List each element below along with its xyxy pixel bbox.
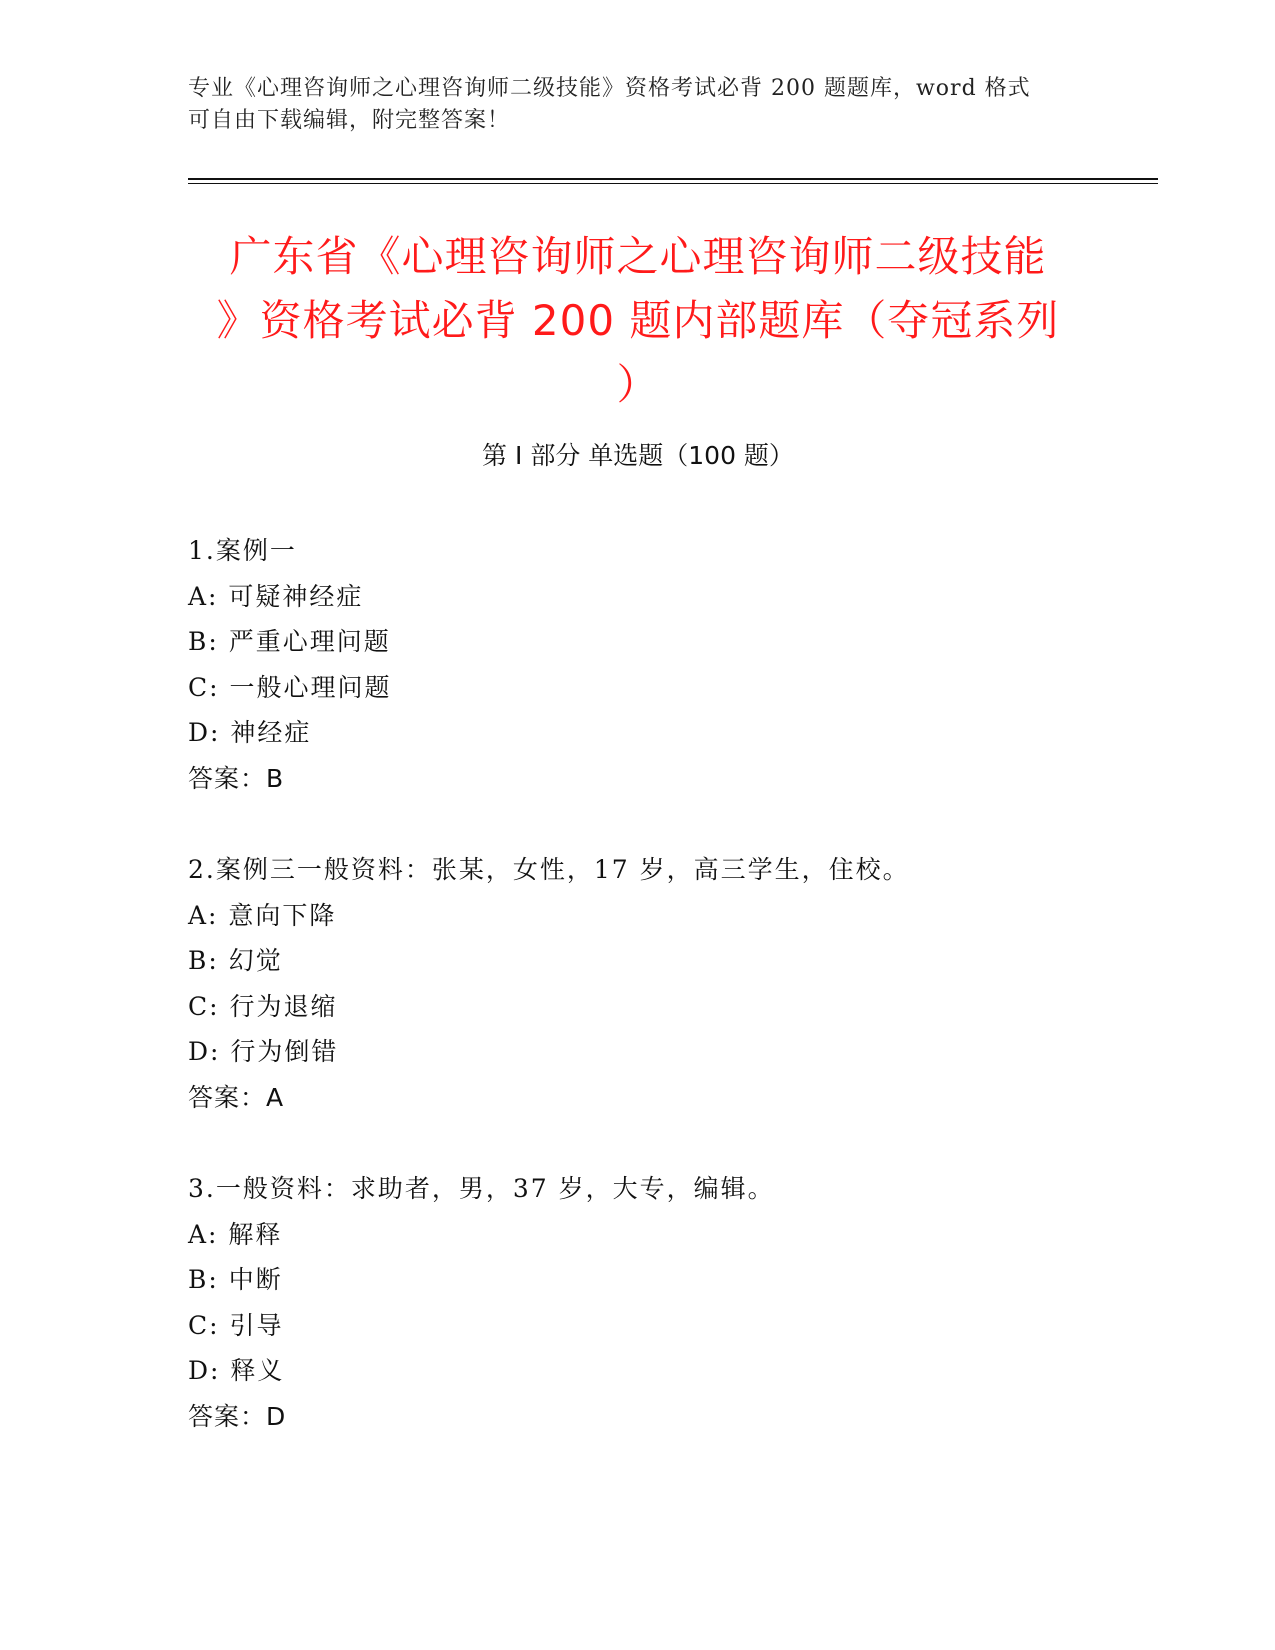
title-line-3: ） [616, 360, 660, 409]
option-b: B: 严重心理问题 [188, 627, 391, 656]
option-c: C: 一般心理问题 [188, 672, 392, 702]
option-d: D: 行为倒错 [188, 1037, 339, 1066]
option-d: D: 神经症 [188, 718, 312, 747]
question-stem: 3.一般资料：求助者，男，37 岁，大专，编辑。 [188, 1174, 775, 1203]
question-list [188, 528, 1128, 1485]
answer-line: 答案：D [188, 1401, 287, 1431]
question-stem: 2.案例三一般资料：张某，女性，17 岁，高三学生，住校。 [188, 855, 910, 884]
header-note-line-2: 可自由下载编辑，附完整答案！ [188, 108, 511, 133]
option-a: A: 意向下降 [188, 900, 337, 930]
answer-line: 答案：B [188, 763, 285, 793]
option-c: C: 行为退缩 [188, 991, 338, 1021]
question-item [188, 528, 1128, 801]
section-heading: 第 I 部分 单选题（100 题） [482, 441, 794, 470]
question-item [188, 847, 1128, 1120]
document-title [188, 225, 1088, 417]
header-divider-thick [188, 178, 1158, 180]
answer-line: 答案：A [188, 1082, 285, 1112]
title-line-2: 》资格考试必背 200 题内部题库（夺冠系列 [216, 296, 1060, 345]
option-b: B: 幻觉 [188, 946, 283, 975]
question-stem: 1.案例一 [188, 536, 297, 565]
option-a: A: 可疑神经症 [188, 581, 364, 611]
title-line-1: 广东省《心理咨询师之心理咨询师二级技能 [229, 232, 1047, 281]
option-d: D: 释义 [188, 1356, 285, 1385]
question-item [188, 1166, 1128, 1439]
option-c: C: 引导 [188, 1310, 284, 1340]
option-b: B: 中断 [188, 1265, 283, 1294]
option-a: A: 解释 [188, 1219, 283, 1249]
header-note-line-1: 专业《心理咨询师之心理咨询师二级技能》资格考试必背 200 题题库，word 格式 [188, 76, 1031, 101]
header-note [188, 73, 1088, 137]
header-divider-thin [188, 183, 1158, 184]
